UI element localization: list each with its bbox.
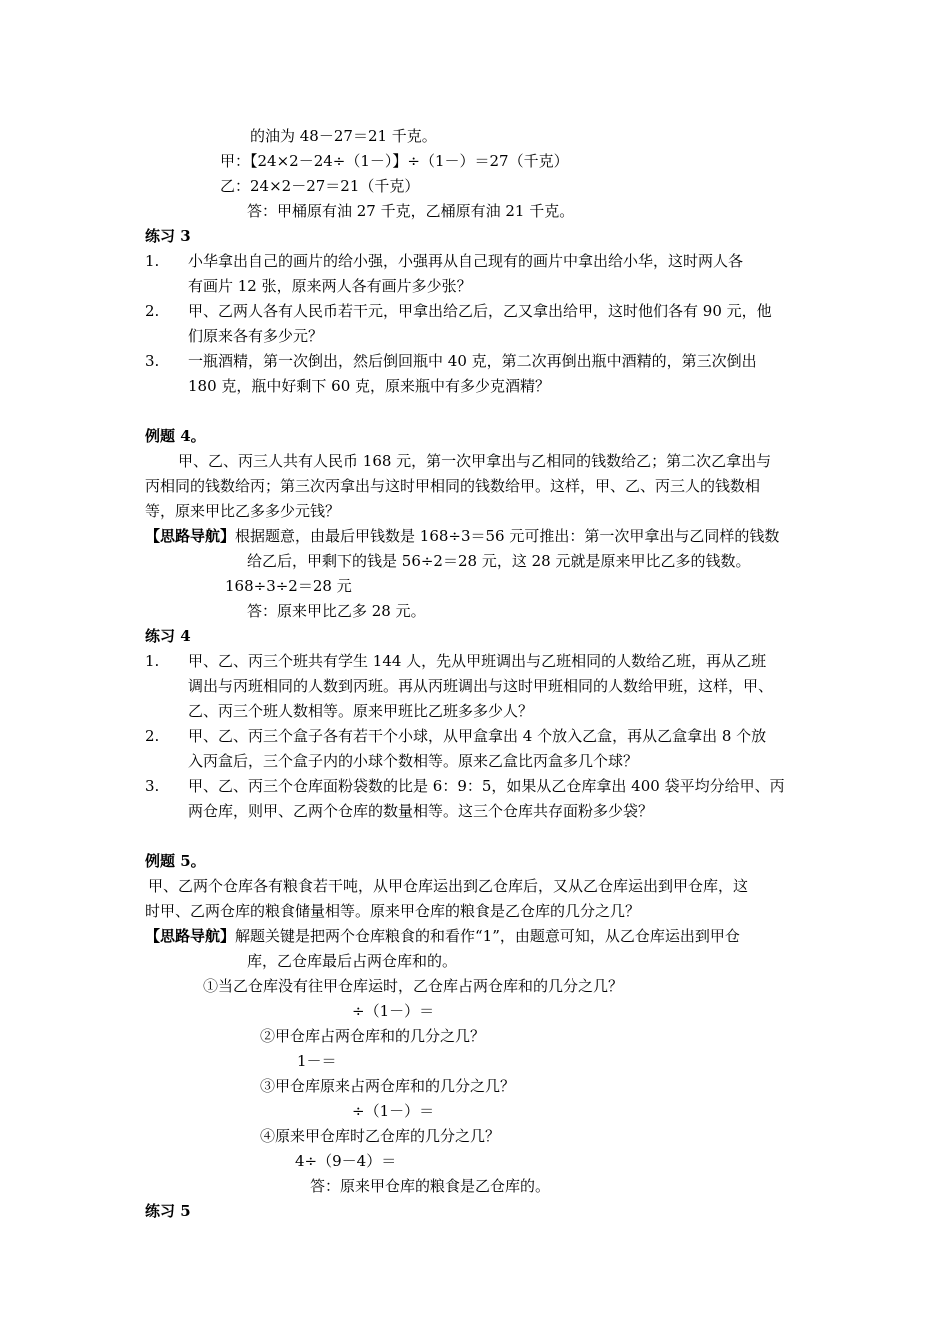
- step-line: ②甲仓库占两仓库和的几分之几？: [260, 1027, 486, 1045]
- list-number: 2.: [145, 727, 160, 745]
- section-heading: 练习 5: [145, 1202, 191, 1220]
- guide-label: 【思路导航】: [145, 927, 236, 945]
- calc-line: 4÷（9－4）＝: [295, 1152, 397, 1170]
- section-heading: 例题 4。: [145, 427, 206, 445]
- section-heading: 练习 4: [145, 627, 191, 645]
- answer-line: 答：原来甲比乙多 28 元。: [247, 602, 426, 620]
- step-line: ④原来甲仓库时乙仓库的几分之几？: [260, 1127, 501, 1145]
- guide-text: 解题关键是把两个仓库粮食的和看作“1”，由题意可知，从乙仓库运出到甲仓: [235, 927, 740, 945]
- list-item-text: 们原来各有多少元？: [188, 327, 324, 345]
- guide-text: 根据题意，由最后甲钱数是 168÷3＝56 元可推出：第一次甲拿出与乙同样的钱数: [235, 527, 780, 545]
- list-number: 2.: [145, 302, 160, 320]
- list-number: 3.: [145, 777, 160, 795]
- paragraph-line: 丙相同的钱数给丙；第三次丙拿出与这时甲相同的钱数给甲。这样，甲、乙、丙三人的钱数相: [145, 477, 761, 495]
- text-line: 的油为 48－27＝21 千克。: [250, 127, 437, 145]
- list-number: 1.: [145, 252, 160, 270]
- text-line: 乙：24×2－27＝21（千克）: [220, 177, 420, 195]
- list-item-text: 甲、乙两人各有人民币若干元，甲拿出给乙后，乙又拿出给甲，这时他们各有 90 元，他: [188, 302, 772, 320]
- paragraph-line: 等，原来甲比乙多多少元钱？: [145, 502, 341, 520]
- list-item-text: 180 克，瓶中好剩下 60 克，原来瓶中有多少克酒精？: [188, 377, 551, 395]
- list-item-text: 入丙盒后，三个盒子内的小球个数相等。原来乙盒比丙盒多几个球？: [188, 752, 639, 770]
- paragraph-line: 甲、乙两个仓库各有粮食若干吨，从甲仓库运出到乙仓库后，又从乙仓库运出到甲仓库，这: [148, 877, 749, 895]
- list-number: 3.: [145, 352, 160, 370]
- calc-line: 1－＝: [297, 1052, 337, 1070]
- calc-line: 168÷3÷2＝28 元: [225, 577, 352, 595]
- paragraph-line: 甲、乙、丙三人共有人民币 168 元，第一次甲拿出与乙相同的钱数给乙；第二次乙拿出与: [178, 452, 772, 470]
- guide-label: 【思路导航】: [145, 527, 236, 545]
- step-line: ①当乙仓库没有往甲仓库运时，乙仓库占两仓库和的几分之几？: [203, 977, 624, 995]
- section-heading: 例题 5。: [145, 852, 206, 870]
- list-item-text: 调出与丙班相同的人数到丙班。再从丙班调出与这时甲班相同的人数给甲班，这样，甲、: [188, 677, 774, 695]
- paragraph-line: 时甲、乙两仓库的粮食储量相等。原来甲仓库的粮食是乙仓库的几分之几？: [145, 902, 641, 920]
- step-line: ③甲仓库原来占两仓库和的几分之几？: [260, 1077, 516, 1095]
- calc-line: ÷（1－）＝: [352, 1102, 435, 1120]
- answer-line: 答：甲桶原有油 27 千克，乙桶原有油 21 千克。: [247, 202, 575, 220]
- list-item-text: 甲、乙、丙三个盒子各有若干个小球，从甲盒拿出 4 个放入乙盒，再从乙盒拿出 8 个放: [188, 727, 767, 745]
- list-item-text: 小华拿出自己的画片的给小强，小强再从自己现有的画片中拿出给小华，这时两人各: [188, 252, 744, 270]
- calc-line: ÷（1－）＝: [352, 1002, 435, 1020]
- list-item-text: 有画片 12 张，原来两人各有画片多少张？: [188, 277, 472, 295]
- list-item-text: 一瓶酒精，第一次倒出，然后倒回瓶中 40 克，第二次再倒出瓶中酒精的，第三次倒出: [188, 352, 757, 370]
- text-line: 甲：【24×2－24÷（1－）】÷（1－）＝27（千克）: [220, 152, 569, 170]
- section-heading: 练习 3: [145, 227, 191, 245]
- list-number: 1.: [145, 652, 160, 670]
- list-item-text: 甲、乙、丙三个班共有学生 144 人，先从甲班调出与乙班相同的人数给乙班，再从乙班: [188, 652, 767, 670]
- answer-line: 答：原来甲仓库的粮食是乙仓库的。: [310, 1177, 551, 1195]
- guide-text: 给乙后，甲剩下的钱是 56÷2＝28 元，这 28 元就是原来甲比乙多的钱数。: [247, 552, 751, 570]
- list-item-text: 甲、乙、丙三个仓库面粉袋数的比是 6：9：5，如果从乙仓库拿出 400 袋平均分给甲、丙: [188, 777, 785, 795]
- list-item-text: 两仓库，则甲、乙两个仓库的数量相等。这三个仓库共存面粉多少袋？: [188, 802, 654, 820]
- list-item-text: 乙、丙三个班人数相等。原来甲班比乙班多多少人？: [188, 702, 534, 720]
- guide-text: 库，乙仓库最后占两仓库和的。: [247, 952, 458, 970]
